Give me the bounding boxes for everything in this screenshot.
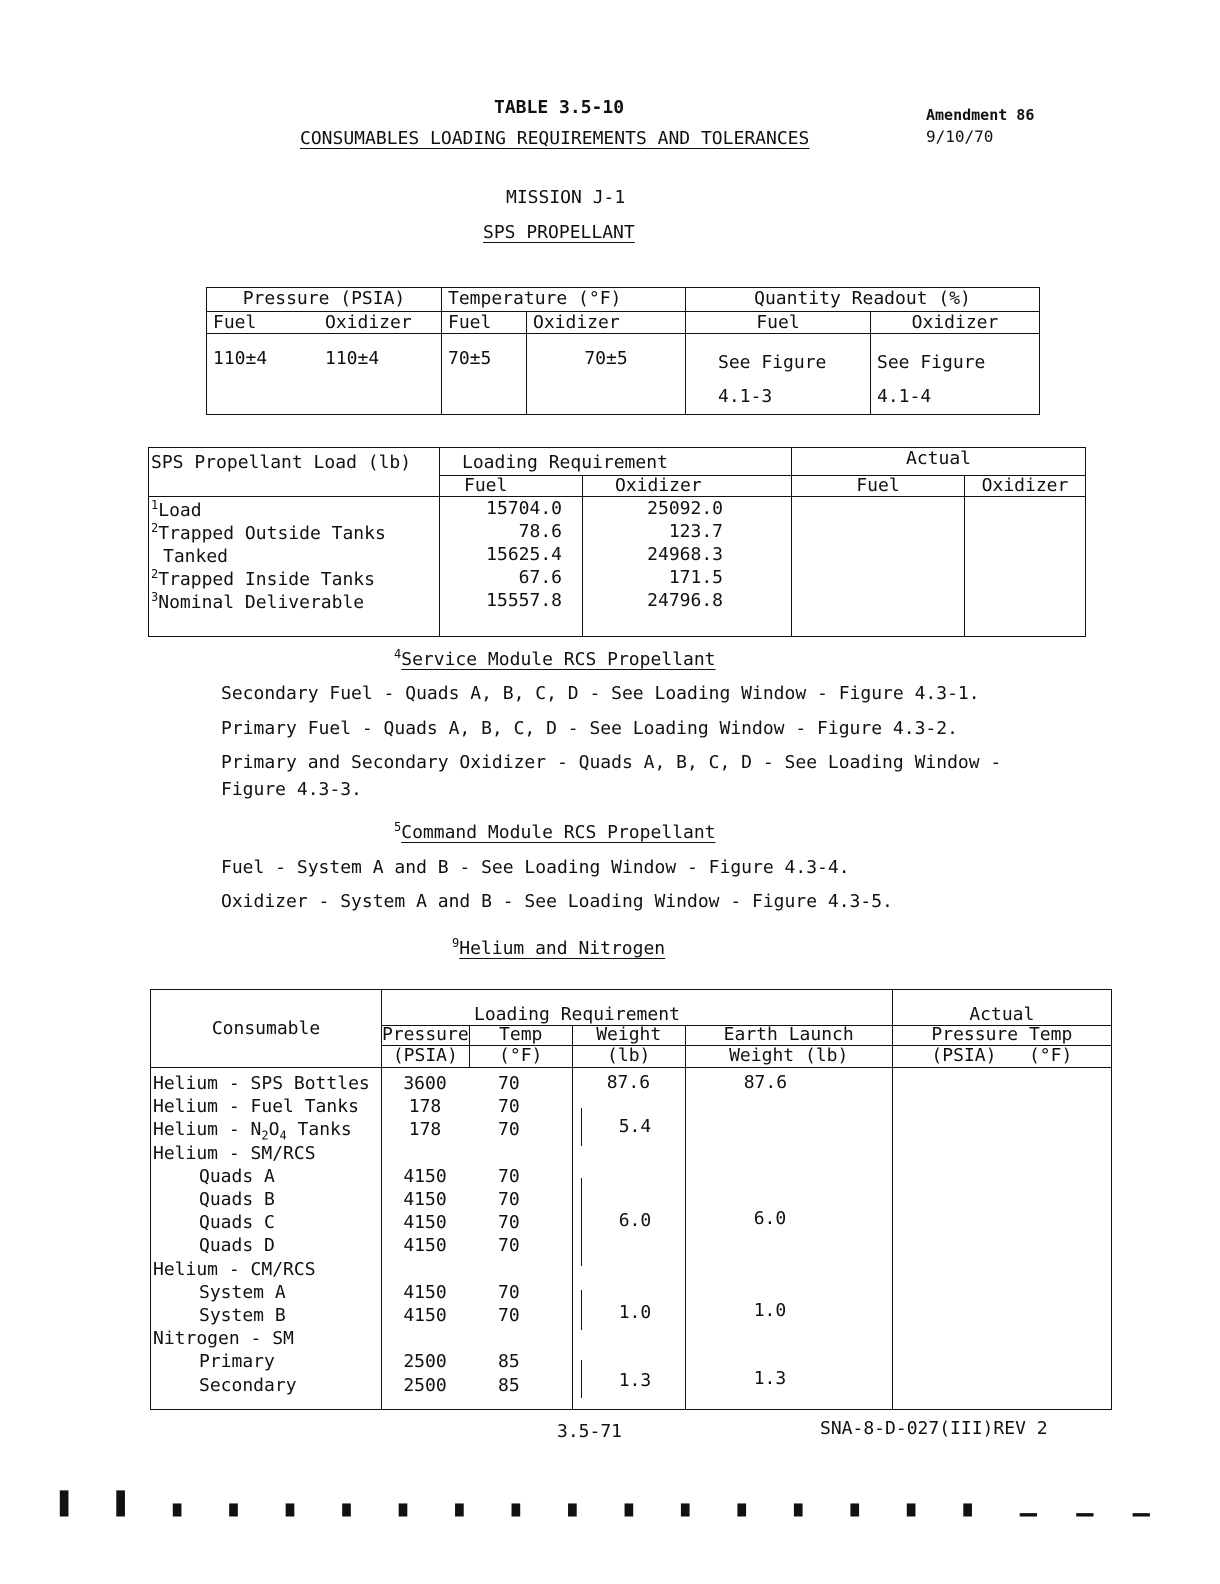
binding-mark-icon: ▖	[907, 1491, 924, 1517]
load-oxidizer-header: Oxidizer	[583, 476, 792, 497]
temp-fuel-header: Fuel	[442, 312, 527, 334]
helium-loading-header: Loading Requirement	[382, 990, 893, 1026]
load-oxidizer-value: 25092.0	[647, 498, 723, 519]
weight-sps: 87.6	[606, 1072, 651, 1093]
weight-sm-rcs: 6.0	[618, 1210, 652, 1231]
quantity-header: Quantity Readout (%)	[686, 288, 1040, 312]
sm-rcs-line2: Primary Fuel - Quads A, B, C, D - See Loading Window - Figure 4.3-2.	[221, 718, 958, 739]
document-number: SNA-8-D-027(III)REV 2	[820, 1418, 1048, 1439]
load-fuel-value: 78.6	[518, 521, 562, 542]
pressure-value: 4150	[403, 1305, 447, 1326]
binding-mark-icon: ▖	[172, 1491, 190, 1517]
weight-tanks: 5.4	[618, 1116, 652, 1137]
actual-values-cell	[892, 1068, 1111, 1410]
consumable-label: Quads B	[199, 1189, 275, 1211]
temp-value: 70	[498, 1212, 520, 1234]
load-fuel-value: 15625.4	[486, 544, 562, 565]
table-title: TABLE 3.5-10	[494, 97, 625, 118]
pressure-value: 4150	[403, 1212, 447, 1234]
earth-weight-cm-rcs: 1.0	[753, 1300, 787, 1321]
page-number: 3.5-71	[557, 1421, 623, 1442]
consumable-label: System A	[199, 1281, 286, 1303]
binding-mark-icon: ▁	[1019, 1491, 1037, 1517]
loading-requirement-header	[440, 448, 792, 476]
temperature-header: Temperature (°F)	[442, 288, 686, 312]
actual-fuel-cell	[792, 497, 965, 637]
load-oxidizer-value: 171.5	[668, 567, 723, 588]
weight-n2: 1.3	[618, 1370, 652, 1391]
brace-icon	[581, 1108, 582, 1146]
sm-rcs-line3: Primary and Secondary Oxidizer - Quads A, B, C, D - See Loading Window -	[221, 752, 1002, 773]
sps-conditions-table	[206, 287, 1040, 415]
binding-mark-icon: ▁	[1132, 1491, 1150, 1517]
load-row-label: $^2$Trapped Outside Tanks	[151, 521, 386, 544]
binding-mark-icon: ▖	[963, 1491, 981, 1517]
binding-mark-icon: ▌	[116, 1491, 134, 1517]
consumable-label: Helium - $N_2O_4$ Tanks	[153, 1119, 352, 1143]
loading-requirement-label: Loading Requirement	[462, 452, 668, 473]
binding-mark-icon: ▖	[511, 1491, 529, 1517]
cm-rcs-line1: Fuel - System A and B - See Loading Window - Figure 4.3-4.	[221, 857, 850, 878]
load-fuel-header: Fuel	[440, 476, 583, 497]
actual-fuel-header: Fuel	[792, 476, 965, 497]
pressure-value: 178	[408, 1096, 442, 1118]
temp-oxidizer-header: Oxidizer	[527, 312, 686, 334]
helium-actual-header: Actual	[892, 990, 1111, 1026]
binding-mark-icon: ▖	[794, 1491, 812, 1517]
load-oxidizer-value: 24968.3	[647, 544, 723, 565]
actual-units-header: (PSIA) (°F)	[892, 1046, 1111, 1068]
consumable-label: Helium - SM/RCS	[153, 1142, 316, 1164]
earth-launch-values	[685, 1068, 892, 1410]
load-oxidizer-value: 24796.8	[647, 590, 723, 611]
load-row-label: $^3$Nominal Deliverable	[151, 590, 365, 613]
binding-mark-icon: ▁	[1076, 1491, 1094, 1517]
binding-mark-icon: ▖	[737, 1491, 755, 1517]
binding-mark-icon: ▖	[850, 1491, 868, 1517]
temp-fuel-value: 70±5	[442, 334, 527, 415]
pressure-oxidizer-header: Oxidizer	[319, 312, 442, 334]
temp-oxidizer-value: 70±5	[527, 334, 686, 415]
helium-title: $^9$Helium and Nitrogen	[452, 936, 666, 959]
quantity-oxidizer-value	[871, 334, 1040, 415]
section-title: SPS PROPELLANT	[483, 222, 635, 243]
helium-nitrogen-table	[150, 989, 1112, 1410]
binding-mark-icon: ▖	[229, 1491, 247, 1517]
load-oxidizer-value: 123.7	[668, 521, 723, 542]
consumable-labels	[151, 1068, 382, 1410]
earth-launch-header: Earth Launch	[685, 1026, 892, 1046]
binding-mark-icon: ▖	[681, 1491, 699, 1517]
temp-value: 70	[498, 1096, 520, 1118]
earth-weight-sps: 87.6	[743, 1072, 788, 1093]
quantity-oxidizer-line2: 4.1-4	[877, 386, 932, 407]
quantity-oxidizer-header: Oxidizer	[871, 312, 1040, 334]
consumable-label: Primary	[199, 1351, 275, 1373]
temp-value: 70	[498, 1189, 520, 1210]
binding-mark-icon: ▖	[568, 1491, 586, 1517]
load-row-label: Tanked	[163, 546, 229, 567]
binding-mark-icon: ▖	[398, 1491, 416, 1517]
pressure-header: Pressure (PSIA)	[207, 288, 442, 312]
binding-mark-icon: ▖	[624, 1491, 642, 1517]
sps-load-table	[148, 447, 1086, 637]
table-subtitle: CONSUMABLES LOADING REQUIREMENTS AND TOLERANCES	[300, 128, 810, 149]
weight-cm-rcs: 1.0	[618, 1302, 652, 1323]
quantity-oxidizer-line1: See Figure	[877, 352, 986, 373]
consumable-label: Nitrogen - SM	[153, 1328, 294, 1350]
pressure-value: 3600	[403, 1073, 447, 1094]
consumable-label: Helium - SPS Bottles	[153, 1073, 370, 1094]
actual-oxidizer-header: Oxidizer	[965, 476, 1086, 497]
sm-rcs-title: $^4$Service Module RCS Propellant	[394, 647, 716, 670]
temp-value: 70	[498, 1073, 520, 1094]
quantity-fuel-line2: 4.1-3	[718, 386, 773, 407]
pressure-col-header: Pressure	[382, 1024, 469, 1045]
load-fuel-value: 15704.0	[486, 498, 562, 519]
brace-icon	[581, 1178, 582, 1266]
cm-rcs-line2: Oxidizer - System A and B - See Loading Window - Figure 4.3-5.	[221, 891, 893, 912]
temp-col-header: Temp	[469, 1026, 572, 1046]
consumable-label: Helium - Fuel Tanks	[153, 1096, 359, 1118]
earth-weight-n2: 1.3	[753, 1368, 787, 1389]
temp-value: 70	[498, 1235, 520, 1257]
brace-icon	[581, 1360, 582, 1398]
load-row-label: $^2$Trapped Inside Tanks	[151, 567, 375, 590]
pressure-oxidizer-value: 110±4	[319, 334, 442, 415]
load-header: SPS Propellant Load (lb)	[149, 448, 440, 497]
weight-col-header: Weight	[572, 1026, 685, 1046]
consumable-label: Quads D	[199, 1235, 275, 1257]
load-row-label: $^1$Load	[151, 498, 202, 521]
pressure-value: 2500	[403, 1374, 447, 1396]
mission-label: MISSION J-1	[506, 187, 626, 208]
pressure-value: 2500	[403, 1351, 447, 1373]
load-fuel-values	[440, 497, 583, 637]
pressure-value: 4150	[403, 1281, 447, 1303]
cm-rcs-title: $^5$Command Module RCS Propellant	[394, 820, 716, 843]
load-oxidizer-values	[583, 497, 792, 637]
temp-value: 70	[498, 1165, 520, 1187]
pressure-fuel-header: Fuel	[207, 312, 320, 334]
actual-header: Actual	[792, 448, 1086, 476]
load-fuel-value: 67.6	[518, 567, 562, 588]
degf-unit-header: (°F)	[469, 1046, 572, 1068]
temp-value: 85	[498, 1374, 520, 1396]
quantity-fuel-value	[686, 334, 871, 415]
load-labels-cell	[149, 497, 440, 637]
pressure-fuel-value: 110±4	[207, 334, 320, 415]
actual-pressure-temp-header: Pressure Temp	[892, 1026, 1111, 1046]
consumable-label: Quads A	[199, 1165, 275, 1187]
pressure-temp-values	[382, 1068, 573, 1410]
temp-value: 70	[498, 1119, 520, 1141]
lb-unit-header: (lb)	[572, 1046, 685, 1068]
binding-mark-icon: ▖	[342, 1491, 360, 1517]
weight-values	[572, 1068, 685, 1410]
sm-rcs-line4: Figure 4.3-3.	[221, 779, 362, 800]
temp-value: 85	[498, 1351, 520, 1373]
psia-unit-header: (PSIA)	[382, 1046, 470, 1068]
pressure-value: 4150	[403, 1189, 447, 1210]
pressure-value: 4150	[403, 1235, 447, 1257]
pressure-value: 178	[408, 1119, 442, 1141]
brace-icon	[581, 1290, 582, 1330]
consumable-label: System B	[199, 1305, 286, 1327]
binding-mark-icon: ▖	[455, 1491, 473, 1517]
binding-marks	[60, 1491, 1150, 1517]
consumable-label: Quads C	[199, 1212, 275, 1234]
temp-value: 70	[498, 1305, 520, 1326]
actual-oxidizer-cell	[965, 497, 1086, 637]
binding-mark-icon: ▌	[60, 1491, 77, 1517]
amendment-date: 9/10/70	[926, 127, 994, 146]
earth-launch-unit-header: Weight (lb)	[685, 1046, 892, 1068]
quantity-fuel-header: Fuel	[686, 312, 871, 334]
consumable-label: Secondary	[199, 1374, 297, 1396]
binding-mark-icon: ▖	[285, 1491, 303, 1517]
consumable-label: Helium - CM/RCS	[153, 1258, 316, 1280]
quantity-fuel-line1: See Figure	[718, 352, 827, 373]
sm-rcs-line1: Secondary Fuel - Quads A, B, C, D - See Loading Window - Figure 4.3-1.	[221, 683, 980, 704]
earth-weight-sm-rcs: 6.0	[753, 1208, 787, 1229]
pressure-value: 4150	[403, 1165, 447, 1187]
load-fuel-value: 15557.8	[486, 590, 562, 611]
amendment-label: Amendment 86	[926, 106, 1035, 124]
temp-value: 70	[498, 1281, 520, 1303]
consumable-header: Consumable	[151, 990, 382, 1068]
